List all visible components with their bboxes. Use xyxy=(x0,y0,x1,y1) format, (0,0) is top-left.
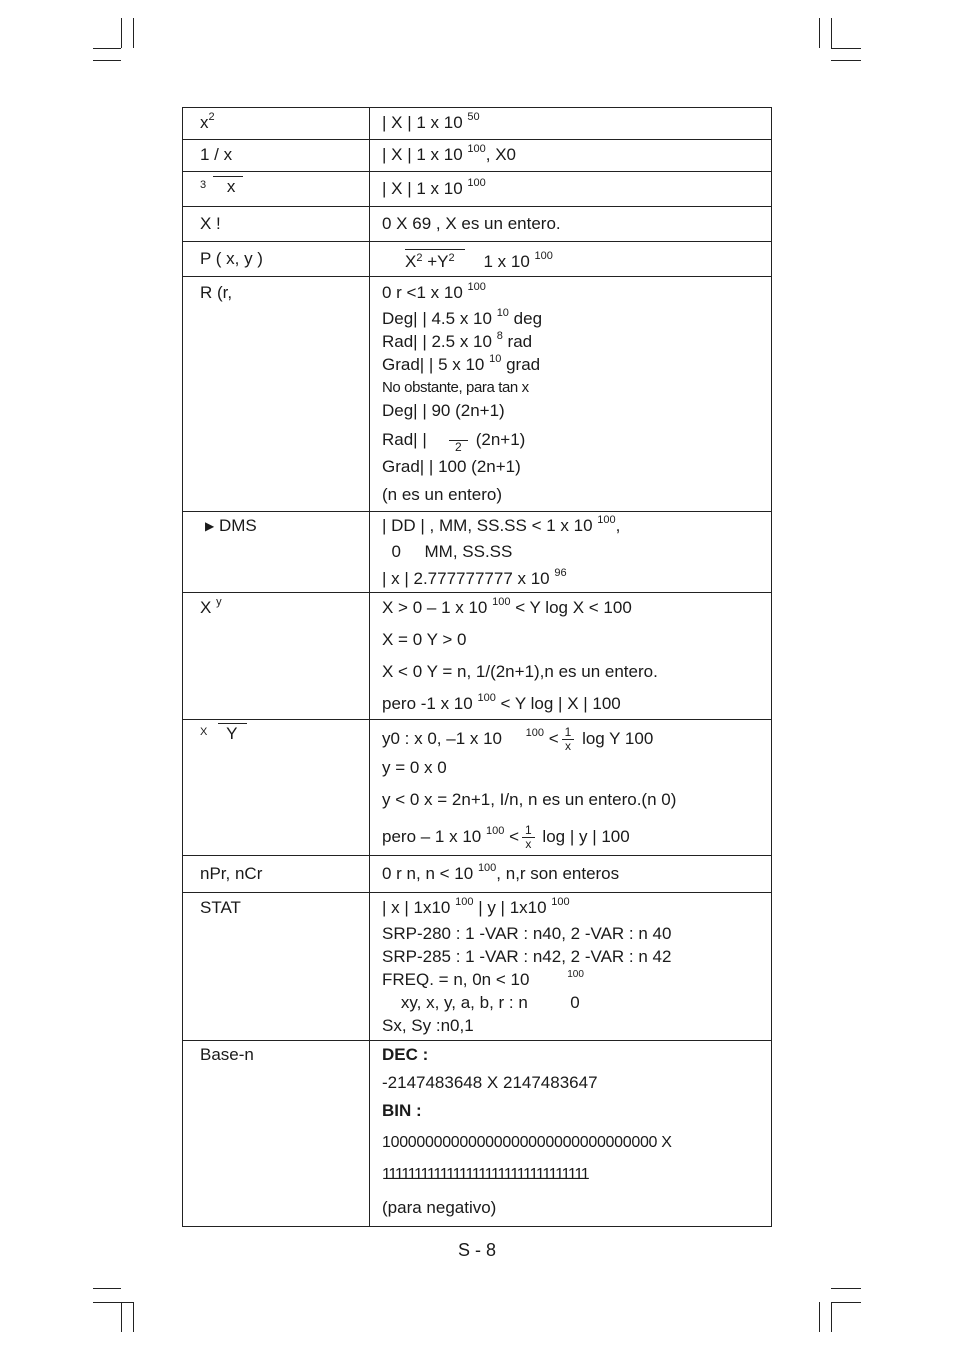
range-line: DEC : xyxy=(382,1045,429,1064)
range-line: Deg| | 4.5 x 10 $^{10}$ deg xyxy=(382,307,543,328)
range-line: pero – 1 x 10 $^{100}$ < $\frac{1}{x}$ log | y | 100 xyxy=(382,823,630,851)
range-line: -2147483648 X 2147483647 xyxy=(382,1073,598,1092)
triangle-right-icon: ▶ xyxy=(205,519,215,533)
table-row xyxy=(183,277,771,512)
range-cell: $X^2 +Y^2$ 1 x 10 $^{100}$ xyxy=(405,249,553,274)
one-over-x-fraction: $\frac{1}{x}$ xyxy=(562,726,575,753)
table-row xyxy=(183,108,771,140)
table-row xyxy=(183,856,771,893)
table-row xyxy=(183,593,771,720)
range-line: X < 0 Y = n, 1/(2n+1),n es un entero. xyxy=(382,662,658,681)
range-cell: 0 X 69 , X es un entero. xyxy=(382,214,561,233)
function-cell: nPr, nCr xyxy=(200,864,263,883)
range-line: X > 0 – 1 x 10 $^{100}$ < Y log X < 100 xyxy=(382,596,632,617)
table-row xyxy=(183,242,771,277)
crop-mark xyxy=(831,60,861,61)
crop-mark xyxy=(93,48,121,49)
cube-root-function: $^3$ x xyxy=(200,176,243,199)
range-line: xy, x, y, a, b, r : n 0 xyxy=(382,993,580,1012)
range-line: 11111111111111111111111111111111 xyxy=(382,1166,589,1183)
range-cell: | X | 1 x 10 $^{50}$ xyxy=(382,111,480,132)
table-row xyxy=(183,1041,771,1227)
range-line: SRP-285 : 1 -VAR : n42, 2 -VAR : n 42 xyxy=(382,947,672,966)
range-line: 0 r <1 x 10 $^{100}$ xyxy=(382,281,486,302)
range-line: Rad| | 2 (2n+1) xyxy=(382,427,525,454)
range-line: 0 MM, SS.SS xyxy=(382,542,513,561)
range-line: y < 0 x = 2n+1, I/n, n es un entero.(n 0) xyxy=(382,790,677,809)
crop-mark xyxy=(831,1302,861,1303)
crop-mark xyxy=(121,1302,122,1332)
range-line: Deg| | 90 (2n+1) xyxy=(382,401,505,420)
function-cell: P ( x, y ) xyxy=(200,249,263,268)
function-cell: 1 / x xyxy=(200,145,233,164)
function-cell: $x^2$ xyxy=(200,111,215,132)
range-line: | x | 2.777777777 x 10 $^{96}$ xyxy=(382,567,567,588)
radical-sign: x xyxy=(213,176,244,197)
range-line: No obstante, para tan x xyxy=(382,379,529,396)
crop-mark xyxy=(121,18,122,48)
function-cell: ▶ DMS xyxy=(205,516,257,535)
one-over-x-fraction: $\frac{1}{x}$ xyxy=(522,824,535,851)
table-row xyxy=(183,172,771,207)
range-cell: | X | 1 x 10 $^{100}$, X0 xyxy=(382,143,516,164)
crop-mark xyxy=(133,18,134,48)
crop-mark xyxy=(93,1288,121,1289)
table-row xyxy=(183,140,771,172)
range-line: Rad| | 2.5 x 10 $^8$ rad xyxy=(382,330,533,351)
page-number: S - 8 xyxy=(457,1240,496,1260)
crop-mark xyxy=(831,1302,832,1332)
range-line: y = 0 x 0 xyxy=(382,758,447,777)
range-cell: | X | 1 x 10 $^{100}$ xyxy=(382,177,486,198)
range-line: SRP-280 : 1 -VAR : n40, 2 -VAR : n 40 xyxy=(382,924,672,943)
table-row xyxy=(183,207,771,242)
crop-mark xyxy=(831,48,861,49)
crop-mark xyxy=(93,1302,133,1303)
table-row xyxy=(183,893,771,1041)
crop-mark xyxy=(133,1302,134,1332)
table-row xyxy=(183,720,771,856)
function-cell: Base-n xyxy=(200,1045,254,1064)
range-line: Grad| | 5 x 10 $^{10}$ grad xyxy=(382,353,541,374)
pi-over-2-fraction: 2 xyxy=(449,427,468,454)
table-row xyxy=(183,512,771,593)
crop-mark xyxy=(831,18,832,48)
radical-sign: Y xyxy=(218,723,247,744)
function-cell: R (r, xyxy=(200,283,233,302)
range-line: | x | 1x10 $^{100}$ | y | 1x10 $^{100}$ xyxy=(382,896,570,917)
function-cell: X $^y$ xyxy=(200,596,222,617)
crop-mark xyxy=(93,60,121,61)
range-line: Sx, Sy :n0,1 xyxy=(382,1016,474,1035)
range-cell: 0 r n, n < 10 $^{100}$, n,r son enteros xyxy=(382,862,620,883)
range-line: BIN : xyxy=(382,1101,422,1120)
crop-mark xyxy=(819,18,820,48)
sqrt-expression: $X^2 +Y^2$ xyxy=(405,249,465,274)
range-line: (para negativo) xyxy=(382,1198,497,1217)
function-cell: STAT xyxy=(200,898,241,917)
crop-mark xyxy=(831,1288,861,1289)
function-range-table xyxy=(182,107,772,1227)
range-line: | DD | , MM, SS.SS < 1 x 10 $^{100}$, xyxy=(382,514,621,535)
range-line: y0 : x 0, –1 x 10 $^{100}$ < $\frac{1}{x}$ log Y 100 xyxy=(382,725,654,753)
range-line: Grad| | 100 (2n+1) xyxy=(382,457,521,476)
xth-root-function: $^X$ Y xyxy=(200,723,247,746)
range-line: (n es un entero) xyxy=(382,485,503,504)
range-line: X = 0 Y > 0 xyxy=(382,630,467,649)
range-line: FREQ. = n, 0n < 10 $^{100}$ xyxy=(382,969,584,989)
range-line: 10000000000000000000000000000000 X xyxy=(382,1134,672,1151)
crop-mark xyxy=(819,1302,820,1332)
function-cell: X ! xyxy=(200,214,221,233)
range-line: pero -1 x 10 $^{100}$ < Y log | X | 100 xyxy=(382,692,621,713)
